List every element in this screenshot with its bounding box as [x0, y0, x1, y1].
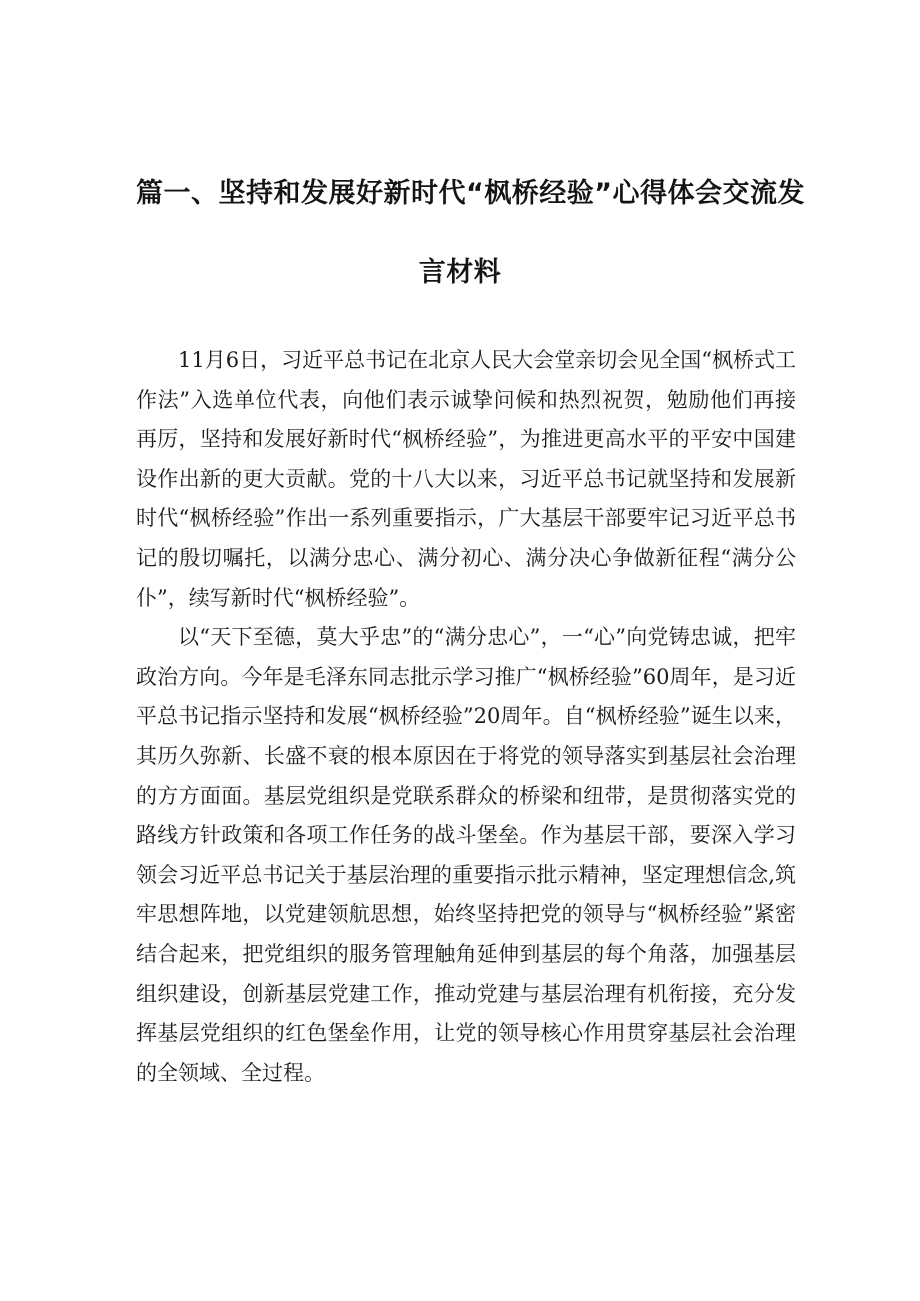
paragraph-2: 以“天下至德，莫大乎忠”的“满分忠心”，一“心”向党铸忠诚，把牢政治方向。今年是毛泽东同志批示学习推广“枫桥经验”60周年，是习近平总书记指示坚持和发展“枫桥经验”20周年。自“枫桥经验”诞生以来，其历久弥新、长盛不衰的根本原因在于将党的领导落实到基层社会治理的方方面面。基层党组织是党联系群众的桥梁和纽带，是贯彻落实党的路线方针政策和各项工作任务的战斗堡垒。作为基层干部，要深入学习领会习近平总书记关于基层治理的重要指示批示精神，坚定理想信念,筑牢思想阵地，以党建领航思想，始终坚持把党的领导与“枫桥经验”紧密结合起来，把党组织的服务管理触角延伸到基层的每个角落，加强基层组织建设，创新基层党建工作，推动党建与基层治理有机衔接，充分发挥基层党组织的红色堡垒作用，让党的领导核心作用贯穿基层社会治理的全领域、全过程。	[136, 625, 796, 1085]
paragraph-1: 11月6日，习近平总书记在北京人民大会堂亲切会见全国“枫桥式工作法”入选单位代表，向他们表示诚挚问候和热烈祝贺，勉励他们再接再厉，坚持和发展好新时代“枫桥经验”，为推进更高水平的平安中国建设作出新的更大贡献。党的十八大以来，习近平总书记就坚持和发展新时代“枫桥经验”作出一系列重要指示，广大基层干部要牢记习近平总书记的殷切嘱托，以满分忠心、满分初心、满分决心争做新征程“满分公仆”，续写新时代“枫桥经验”。	[136, 348, 796, 610]
document-title-line-1: 篇一、坚持和发展好新时代“枫桥经验”心得体会交流发	[136, 178, 805, 209]
document-title-line-2: 言材料	[418, 257, 502, 288]
document-body	[136, 341, 796, 1093]
